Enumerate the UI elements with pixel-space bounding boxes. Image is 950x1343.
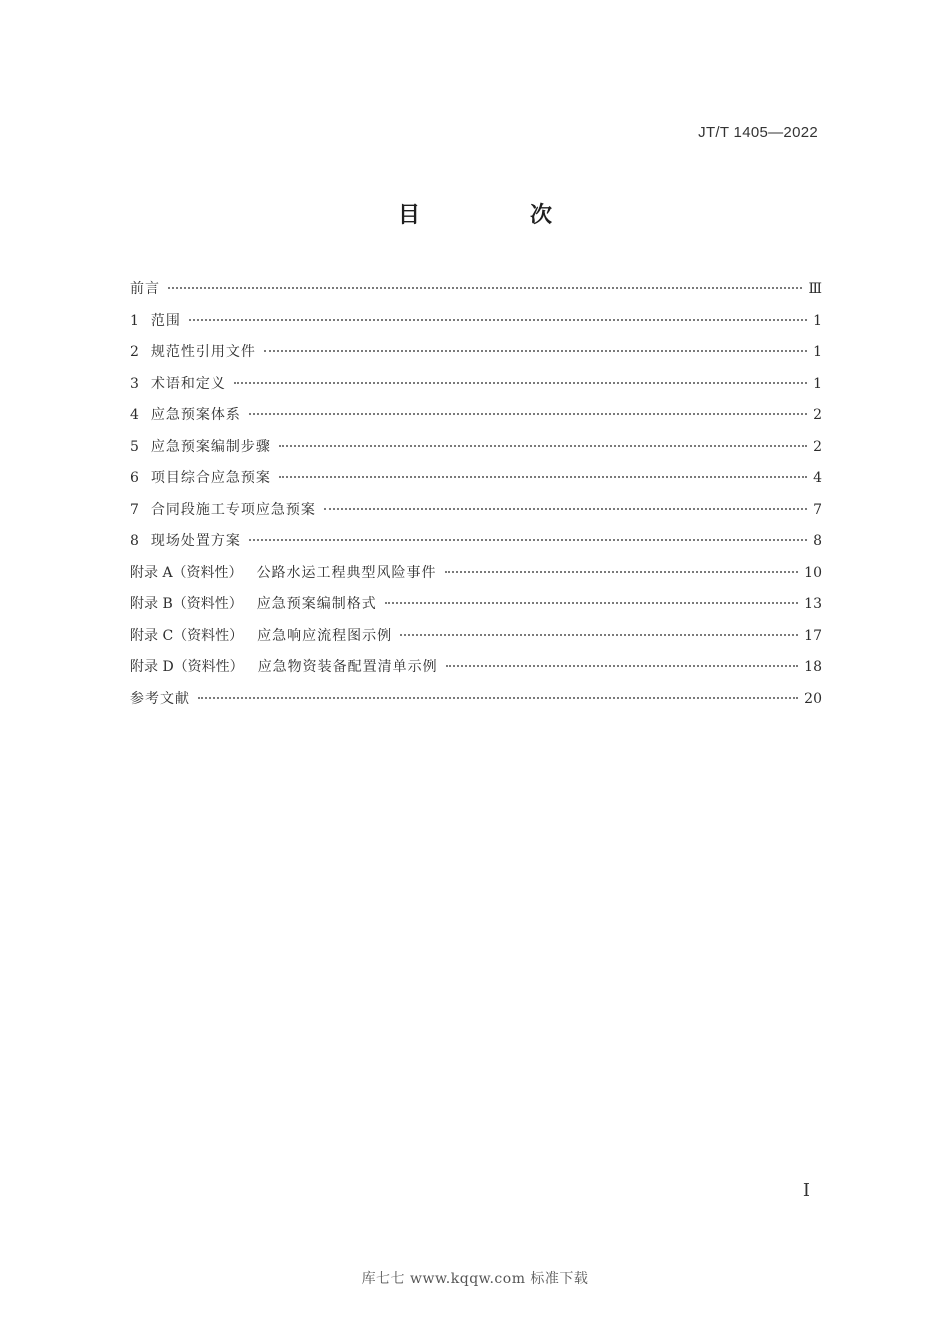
toc-appendix-label: 附录 C（资料性）	[130, 627, 244, 644]
toc-dot-leader	[249, 539, 807, 541]
toc-dot-leader	[279, 476, 807, 478]
toc-entry-foreword[interactable]	[130, 274, 822, 306]
toc-entry-appendix-a[interactable]	[130, 558, 822, 590]
toc-dot-leader	[234, 382, 807, 384]
toc-dot-leader	[400, 634, 798, 636]
toc-entry-page: 17	[804, 627, 822, 644]
toc-entry-number: 4	[130, 407, 139, 423]
toc-entry-page: 1	[813, 344, 822, 360]
toc-entry-page: 8	[813, 533, 822, 549]
toc-entry-label: 规范性引用文件	[150, 344, 256, 360]
toc-entry-1[interactable]	[130, 306, 822, 338]
toc-entry-label: 应急物资装备配置清单示例	[257, 659, 438, 675]
toc-dot-leader	[249, 413, 807, 415]
toc-entry-label: 公路水运工程典型风险事件	[256, 564, 437, 581]
toc-entry-page: 2	[813, 438, 822, 455]
toc-dot-leader	[446, 665, 798, 667]
toc-entry-label: 范围	[150, 312, 181, 329]
toc-entry-page: 7	[813, 501, 822, 518]
toc-entry-number: 6	[130, 470, 139, 486]
toc-entry-number: 1	[130, 312, 139, 329]
page-title: 目 次	[397, 203, 596, 228]
toc-entry-3[interactable]	[130, 369, 822, 401]
toc-entry-page: Ⅲ	[808, 281, 822, 297]
toc-dot-leader	[385, 602, 798, 604]
toc-entry-number: 2	[130, 344, 139, 360]
footer-watermark: 库七七 www.kqqw.com 标准下载	[361, 1271, 589, 1287]
toc-entry-8[interactable]	[130, 526, 822, 558]
toc-entry-label: 前言	[130, 281, 160, 297]
toc-entry-number: 8	[130, 533, 139, 549]
toc-dot-leader	[279, 445, 807, 447]
toc-entry-6[interactable]	[130, 463, 822, 495]
toc-entry-appendix-b[interactable]	[130, 589, 822, 621]
toc-dot-leader	[264, 350, 807, 352]
toc-appendix-label: 附录 A（资料性）	[130, 564, 243, 581]
toc-entry-4[interactable]	[130, 400, 822, 432]
toc-appendix-label: 附录 B（资料性）	[130, 596, 243, 612]
toc-entry-appendix-c[interactable]	[130, 621, 822, 653]
toc-entry-5[interactable]	[130, 432, 822, 464]
toc-entry-page: 10	[804, 564, 822, 581]
toc-entry-appendix-d[interactable]	[130, 652, 822, 684]
standard-code: JT/T 1405—2022	[698, 124, 818, 141]
toc-entry-label: 合同段施工专项应急预案	[150, 501, 316, 518]
toc-entry-number: 7	[130, 501, 139, 518]
toc-appendix-label: 附录 D（资料性）	[130, 659, 244, 675]
toc-entry-page: 1	[813, 375, 822, 392]
toc-entry-2[interactable]	[130, 337, 822, 369]
toc-entry-page: 1	[813, 312, 822, 329]
toc-entry-label: 应急预案编制步骤	[150, 438, 271, 455]
toc-dot-leader	[324, 508, 807, 510]
toc-entry-label: 应急预案编制格式	[256, 596, 377, 612]
toc-entry-label: 现场处置方案	[150, 533, 241, 549]
toc-entry-page: 4	[813, 470, 822, 486]
page-number: Ⅰ	[802, 1180, 810, 1201]
toc-entry-label: 项目综合应急预案	[150, 470, 271, 486]
toc-entry-7[interactable]	[130, 495, 822, 527]
toc-dot-leader	[198, 697, 798, 699]
toc-dot-leader	[445, 571, 799, 573]
toc-entry-number: 5	[130, 438, 139, 455]
toc-entry-number: 3	[130, 375, 139, 392]
toc-entry-label: 应急响应流程图示例	[257, 627, 393, 644]
toc-entry-page: 18	[804, 659, 822, 675]
toc-entry-label: 应急预案体系	[150, 407, 241, 423]
toc-entry-references[interactable]	[130, 684, 822, 716]
toc-entry-label: 参考文献	[130, 690, 190, 707]
toc-entry-label: 术语和定义	[150, 375, 226, 392]
table-of-contents	[130, 274, 822, 715]
toc-dot-leader	[189, 319, 807, 321]
toc-dot-leader	[168, 287, 802, 289]
toc-entry-page: 2	[813, 407, 822, 423]
toc-entry-page: 20	[804, 690, 822, 707]
toc-entry-page: 13	[804, 596, 822, 612]
